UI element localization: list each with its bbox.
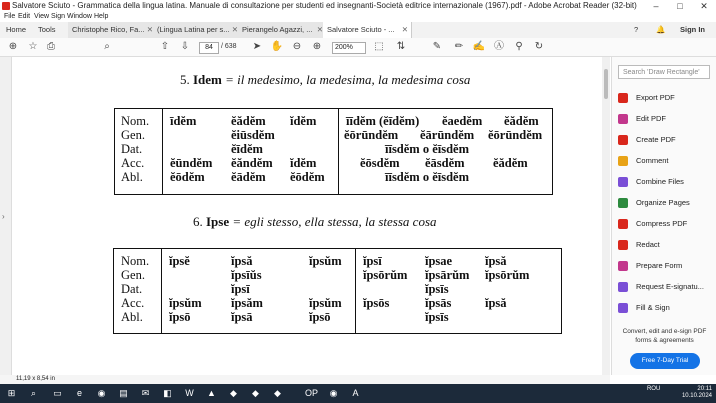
tool-label: Create PDF xyxy=(636,135,676,144)
tool-export-pdf[interactable] xyxy=(618,89,675,107)
app-icon[interactable]: ◆ xyxy=(230,388,237,398)
idem-sg-abl-n: ĕōdĕm xyxy=(290,170,325,184)
app-icon[interactable]: ◆ xyxy=(252,388,259,398)
ipse-pl-gen-m: ĭpsōrŭm xyxy=(363,268,408,282)
tool-label: Combine Files xyxy=(636,177,684,186)
tool-label: Prepare Form xyxy=(636,261,683,270)
page-size: 11,19 x 8,54 in xyxy=(16,376,55,382)
edit-pdf-icon xyxy=(618,114,628,124)
next-page-icon[interactable]: ⇩ xyxy=(180,41,190,52)
table-divider xyxy=(161,249,162,333)
tool-combine-files[interactable] xyxy=(618,173,684,191)
case-label: Gen. xyxy=(121,268,145,282)
scroll-mode-icon[interactable]: ⇅ xyxy=(396,41,406,52)
ipse-heading-word: Ipse xyxy=(206,214,230,229)
page-number-input[interactable]: 84 xyxy=(199,42,219,54)
language-indicator[interactable]: ROU xyxy=(646,386,661,392)
chrome-icon[interactable]: ◉ xyxy=(97,388,106,398)
table-divider xyxy=(338,109,339,194)
op-icon[interactable]: OP xyxy=(304,388,318,398)
new-icon[interactable]: ⊕ xyxy=(8,41,18,52)
task-view-icon[interactable]: ▭ xyxy=(53,388,62,398)
case-label: Nom. xyxy=(121,254,150,268)
idem-pl-acc-n: ĕădĕm xyxy=(493,156,528,170)
edge-icon[interactable]: e xyxy=(76,388,82,398)
tool-prepare-form[interactable] xyxy=(618,257,682,275)
document-view[interactable] xyxy=(12,57,602,375)
ipse-pl-nom-n: ĭpsă xyxy=(485,254,507,268)
draw-icon[interactable]: ✍ xyxy=(472,41,486,52)
prev-page-icon[interactable]: ⇧ xyxy=(160,41,170,52)
fill-sign-icon xyxy=(618,303,628,313)
request-esignature-icon xyxy=(618,282,628,292)
combine-files-icon xyxy=(618,177,628,187)
doc-tab[interactable] xyxy=(68,22,157,38)
tab-tools[interactable]: Tools xyxy=(38,25,56,34)
clock-time: 20:11 xyxy=(697,386,712,392)
tool-comment[interactable] xyxy=(618,152,669,170)
ipse-heading-def: = egli stesso, ella stessa, la stessa cosa xyxy=(232,214,437,229)
ipse-sg-gen: ĭpsīŭs xyxy=(231,268,262,282)
ipse-pl-acc-f: ĭpsās xyxy=(425,296,452,310)
ipse-sg-abl-m: ĭpsō xyxy=(169,310,191,324)
idem-pl-gen-n: ĕōrūndĕm xyxy=(488,128,543,142)
vertical-scrollbar[interactable] xyxy=(602,57,610,375)
case-label: Abl. xyxy=(121,170,143,184)
idem-sg-abl-m: ĕōdĕm xyxy=(170,170,205,184)
idem-sg-nom-m: īdĕm xyxy=(170,114,197,128)
tool-label: Request E-signatu... xyxy=(636,282,704,291)
ipse-pl-gen-n: ĭpsōrŭm xyxy=(485,268,530,282)
idem-pl-acc-m: ĕōsdĕm xyxy=(360,156,400,170)
toolbar xyxy=(0,38,716,57)
tool-compress-pdf[interactable] xyxy=(618,215,687,233)
status-bar xyxy=(0,375,610,384)
tool-request-esignature[interactable] xyxy=(618,278,704,296)
case-label: Dat. xyxy=(121,282,143,296)
doc-tab-label: Christophe Rico, Fa... xyxy=(72,25,145,34)
page-total: / 638 xyxy=(221,43,237,50)
close-tab-icon[interactable]: ✕ xyxy=(401,25,408,34)
idem-heading-num: 5. xyxy=(180,72,190,87)
comment-icon[interactable]: ✎ xyxy=(432,41,442,52)
hand-icon[interactable]: ✋ xyxy=(270,41,284,52)
idem-heading xyxy=(180,72,470,88)
minimize-button[interactable]: – xyxy=(653,1,659,11)
idem-pl-nom-f: ĕaedĕm xyxy=(442,114,483,128)
stamp-icon[interactable]: ⚲ xyxy=(515,41,523,52)
fit-page-icon[interactable]: ⬚ xyxy=(374,41,384,52)
zoom-out-icon[interactable]: ⊖ xyxy=(292,41,302,52)
close-tab-icon[interactable]: ✕ xyxy=(316,25,323,34)
search-icon[interactable]: ⌕ xyxy=(30,388,37,398)
ipse-pl-abl: ĭpsīs xyxy=(425,310,449,324)
taskbar xyxy=(0,384,716,403)
clock[interactable] xyxy=(682,386,712,400)
tool-label: Edit PDF xyxy=(636,114,667,123)
ipse-heading xyxy=(193,214,437,230)
idem-heading-def: = il medesimo, la medesima, la medesima cosa xyxy=(225,72,471,87)
menu-sign[interactable]: Sign xyxy=(51,13,66,20)
ipse-sg-nom-f: ĭpsă xyxy=(231,254,253,268)
tool-create-pdf[interactable] xyxy=(618,131,676,149)
tool-fill-sign[interactable] xyxy=(618,299,670,317)
comment-icon xyxy=(618,156,628,166)
ipse-pl-dat: ĭpsīs xyxy=(425,282,449,296)
word-icon[interactable]: W xyxy=(185,388,194,398)
tool-edit-pdf[interactable] xyxy=(618,110,666,128)
windows-start-icon[interactable]: ⊞ xyxy=(7,388,16,398)
idem-sg-acc-m: ĕūndĕm xyxy=(170,156,213,170)
ipse-sg-acc-f: ĭpsăm xyxy=(231,296,263,310)
idem-pl-abl: īīsdĕm o ĕīsdĕm xyxy=(385,170,470,184)
file-explorer-icon[interactable]: ▤ xyxy=(119,388,128,398)
doc-tab[interactable] xyxy=(238,22,327,38)
clock-date: 10.10.2024 xyxy=(681,393,712,399)
menu-view[interactable]: View xyxy=(34,13,50,20)
sign-in-button[interactable]: Sign In xyxy=(680,25,705,34)
table-divider xyxy=(162,109,163,194)
left-panel-collapsed xyxy=(0,57,12,375)
case-label: Abl. xyxy=(121,310,143,324)
case-label: Nom. xyxy=(121,114,150,128)
tool-organize-pages[interactable] xyxy=(618,194,690,212)
ipse-cases xyxy=(121,249,161,333)
tools-panel xyxy=(611,57,716,375)
close-tab-icon[interactable]: ✕ xyxy=(146,25,153,34)
app-icon[interactable]: ◆ xyxy=(274,388,281,398)
vlc-icon[interactable]: ▲ xyxy=(207,388,216,398)
ipse-table xyxy=(113,248,562,334)
doc-tab[interactable] xyxy=(153,22,242,38)
menu-file[interactable]: File xyxy=(4,13,16,20)
idem-sg-acc-n: ĭdĕm xyxy=(290,156,317,170)
menu-help[interactable]: Help xyxy=(94,13,109,20)
tool-label: Compress PDF xyxy=(636,219,688,228)
idem-pl-nom-n: ĕădĕm xyxy=(504,114,539,128)
zoom-in-icon[interactable]: ⊕ xyxy=(312,41,322,52)
idem-pl-nom-m: īīdĕm (ĕīdĕm) xyxy=(346,114,420,128)
idem-pl-acc-f: ĕāsdĕm xyxy=(425,156,465,170)
tool-redact[interactable] xyxy=(618,236,660,254)
ipse-sg-abl-f: ĭpsā xyxy=(231,310,253,324)
ipse-sg-abl-n: ĭpsō xyxy=(309,310,331,324)
doc-tab-label: Pierangelo Agazzi, ... xyxy=(242,25,313,34)
text-icon[interactable]: Ⓐ xyxy=(494,41,504,52)
acrobat-icon[interactable]: A xyxy=(352,388,359,398)
ipse-sg-acc-n: ĭpsŭm xyxy=(309,296,342,310)
tool-label: Export PDF xyxy=(636,93,675,102)
doc-tab-label: Salvatore Sciuto - ... xyxy=(327,25,395,34)
doc-tab-active[interactable] xyxy=(323,22,412,38)
menu-edit[interactable]: Edit xyxy=(18,13,31,20)
close-button[interactable]: ✕ xyxy=(700,1,708,11)
idem-sg-nom-f: ĕădĕm xyxy=(231,114,266,128)
tab-home[interactable]: Home xyxy=(6,25,27,34)
compress-pdf-icon xyxy=(618,219,628,229)
idem-cases xyxy=(121,109,161,194)
case-label: Dat. xyxy=(121,142,143,156)
zoom-select[interactable]: 200% xyxy=(332,42,366,54)
ipse-sg-nom-n: ĭpsŭm xyxy=(309,254,342,268)
ipse-pl-nom-m: ĭpsī xyxy=(363,254,382,268)
tool-label: Redact xyxy=(636,240,660,249)
menu-window[interactable]: Window xyxy=(67,13,92,20)
print-icon[interactable]: ⎙ xyxy=(47,41,55,52)
idem-pl-gen-m: ĕōrūndĕm xyxy=(344,128,399,142)
select-cursor-icon[interactable]: ➤ xyxy=(252,41,262,52)
help-icon[interactable]: ? xyxy=(634,25,639,34)
acrobat-icon xyxy=(2,2,10,10)
menu-bar xyxy=(0,12,716,22)
idem-sg-dat: ĕīdĕm xyxy=(231,142,263,156)
export-pdf-icon xyxy=(618,93,628,103)
idem-table xyxy=(114,108,553,195)
ipse-heading-num: 6. xyxy=(193,214,203,229)
idem-pl-gen-f: ĕārūndĕm xyxy=(420,128,475,142)
idem-heading-word: Idem xyxy=(193,72,222,87)
table-divider xyxy=(355,249,356,333)
tab-bar xyxy=(0,22,716,39)
bell-icon[interactable]: 🔔 xyxy=(656,25,666,34)
tools-search-input[interactable]: Search 'Draw Rectangle' xyxy=(618,65,710,79)
ipse-sg-acc-m: ĭpsŭm xyxy=(169,296,202,310)
scroll-thumb[interactable] xyxy=(604,69,608,99)
redact-icon xyxy=(618,240,628,250)
mail-icon[interactable]: ✉ xyxy=(141,388,150,398)
organize-pages-icon xyxy=(618,198,628,208)
tool-label: Organize Pages xyxy=(636,198,690,207)
free-trial-button[interactable]: Free 7-Day Trial xyxy=(630,353,700,369)
store-icon[interactable]: ◧ xyxy=(163,388,172,398)
idem-sg-acc-f: ĕăndĕm xyxy=(231,156,273,170)
search-icon[interactable]: ⌕ xyxy=(104,41,110,52)
ipse-sg-nom-m: ĭpsĕ xyxy=(169,254,190,268)
case-label: Acc. xyxy=(121,296,145,310)
idem-pl-dat: īīsdĕm o ĕīsdĕm xyxy=(385,142,470,156)
ipse-sg-dat: ĭpsī xyxy=(231,282,250,296)
promo-text: Convert, edit and e-sign PDF forms & agreements xyxy=(622,328,707,344)
ipse-pl-acc-m: ĭpsōs xyxy=(363,296,390,310)
tool-label: Comment xyxy=(636,156,669,165)
idem-sg-abl-f: ĕādĕm xyxy=(231,170,266,184)
expand-left-panel-icon[interactable]: › xyxy=(2,212,5,221)
case-label: Acc. xyxy=(121,156,145,170)
doc-tab-label: (Lingua Latina per s... xyxy=(157,25,230,34)
star-icon[interactable]: ☆ xyxy=(28,41,38,52)
close-tab-icon[interactable]: ✕ xyxy=(231,25,238,34)
ipse-pl-gen-f: ĭpsārŭm xyxy=(425,268,470,282)
ipse-pl-nom-f: ĭpsae xyxy=(425,254,453,268)
idem-sg-gen: ĕiūsdĕm xyxy=(231,128,275,142)
prepare-form-icon xyxy=(618,261,628,271)
rotate-icon[interactable]: ↻ xyxy=(534,41,544,52)
chrome-icon[interactable]: ◉ xyxy=(329,388,338,398)
tool-label: Fill & Sign xyxy=(636,303,670,312)
maximize-button[interactable]: □ xyxy=(677,1,683,11)
idem-sg-nom-n: ĭdĕm xyxy=(290,114,317,128)
ipse-pl-acc-n: ĭpsă xyxy=(485,296,507,310)
title-bar xyxy=(0,0,716,12)
highlight-icon[interactable]: ✏ xyxy=(454,41,464,52)
window-title: Salvatore Sciuto - Grammatica della lingua latina. Manuale di consultazione per studenti ed insegnanti-Società editrice internazionale (1967).pdf - Adobe Acrobat Reader (32-bit) xyxy=(12,1,637,10)
system-tray xyxy=(647,386,712,400)
create-pdf-icon xyxy=(618,135,628,145)
case-label: Gen. xyxy=(121,128,145,142)
